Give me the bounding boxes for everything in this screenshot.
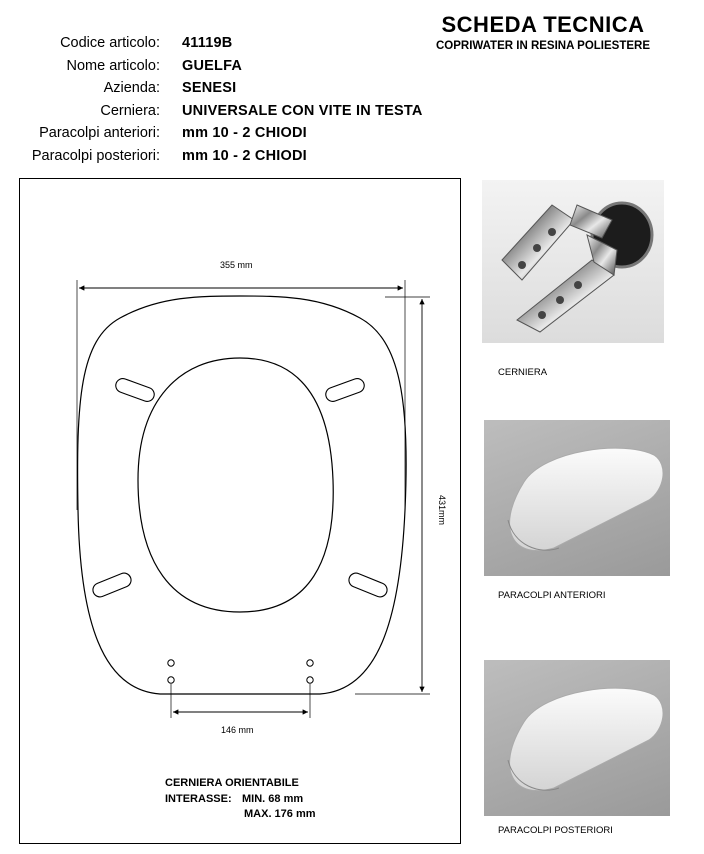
seat-outer-outline (78, 296, 407, 694)
seat-inner-opening (138, 358, 333, 612)
hinge-hole (168, 660, 174, 666)
hole-distance-label: 146 mm (221, 725, 254, 735)
bumper-slot-bottom-left (91, 571, 133, 599)
spec-value-front-bumpers: mm 10 - 2 CHIODI (182, 125, 307, 141)
front-bumper-illustration (484, 420, 670, 576)
width-label: 355 mm (220, 260, 253, 270)
spec-value-rear-bumpers: mm 10 - 2 CHIODI (182, 148, 307, 164)
front-bumper-caption: PARACOLPI ANTERIORI (498, 590, 606, 601)
hinge-illustration (482, 180, 664, 343)
spec-label-front-bumpers: Paracolpi anteriori: (39, 125, 160, 141)
hinge-caption: CERNIERA (498, 367, 548, 378)
hinge-photo (482, 180, 664, 343)
rear-bumper-illustration (484, 660, 670, 816)
spec-value-hinge: UNIVERSALE CON VITE IN TESTA (182, 103, 423, 119)
note-interaxis-min: MIN. 68 mm (242, 793, 304, 805)
spec-value-code: 41119B (182, 35, 233, 51)
hinge-hole (307, 677, 313, 683)
spec-label-hinge: Cerniera: (100, 103, 160, 119)
sheet-subtitle: COPRIWATER IN RESINA POLIESTERE (435, 40, 651, 52)
spec-value-company: SENESI (182, 80, 237, 96)
sheet-title: SCHEDA TECNICA (441, 12, 645, 37)
bumper-slot-top-right (324, 377, 366, 404)
spec-label-name: Nome articolo: (66, 58, 160, 74)
bumper-slot-top-left (114, 377, 156, 404)
spec-label-company: Azienda: (103, 80, 160, 96)
hinge-hole (307, 660, 313, 666)
note-interaxis-max: MAX. 176 mm (244, 808, 316, 820)
rear-bumper-photo (484, 660, 670, 816)
bumper-slot-bottom-right (347, 571, 389, 599)
hinge-hole (168, 677, 174, 683)
front-bumper-photo (484, 420, 670, 576)
note-orientable-hinge: CERNIERA ORIENTABILE (165, 777, 299, 789)
note-interaxis-key: INTERASSE: (165, 793, 232, 805)
rear-bumper-caption: PARACOLPI POSTERIORI (498, 825, 613, 836)
height-label: 431mm (437, 495, 447, 526)
spec-value-name: GUELFA (182, 58, 243, 74)
spec-label-code: Codice articolo: (60, 35, 160, 51)
spec-label-rear-bumpers: Paracolpi posteriori: (31, 148, 160, 164)
